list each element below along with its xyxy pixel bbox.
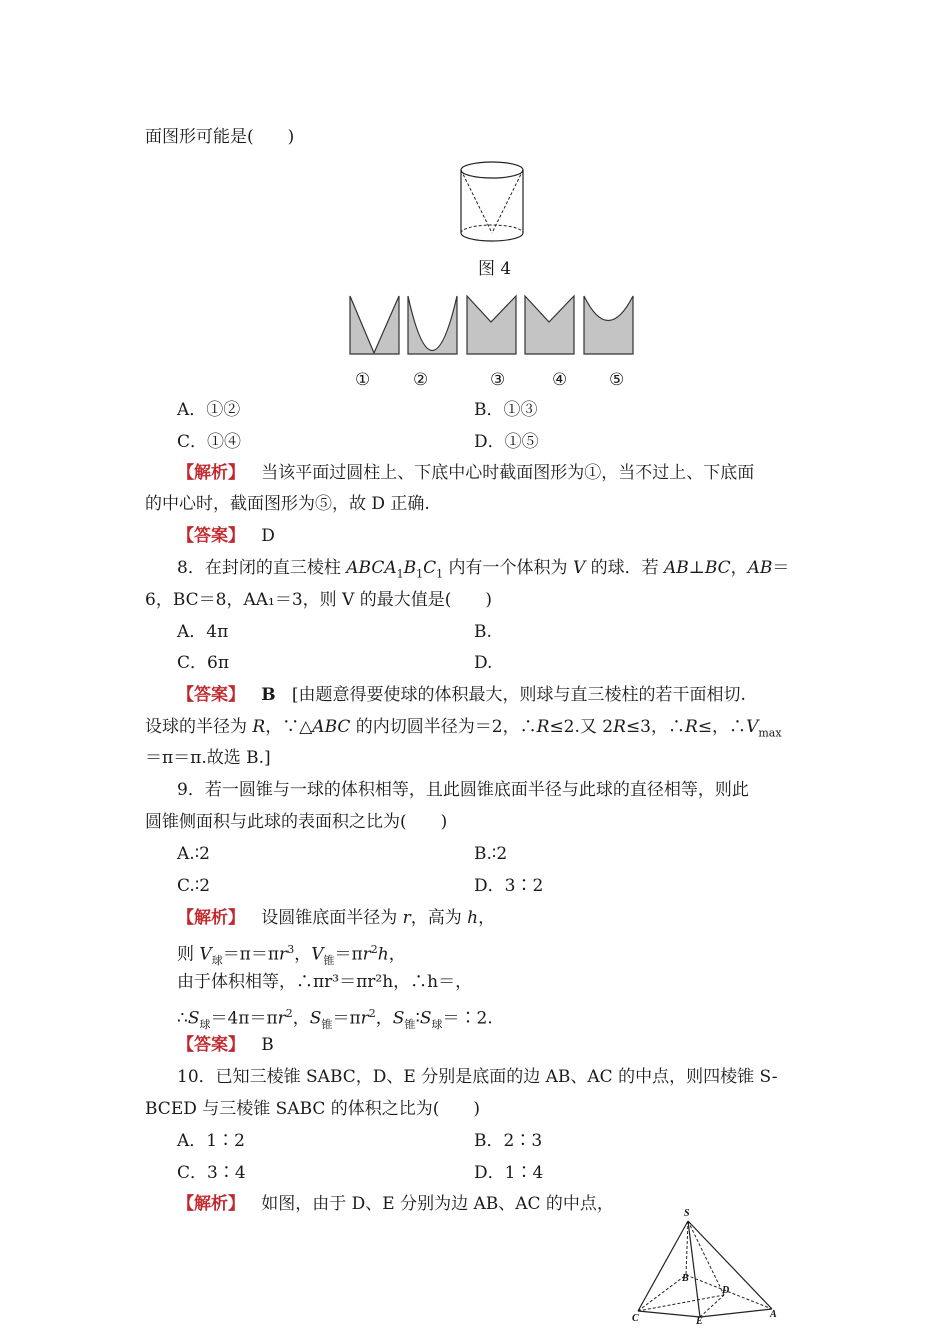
analysis-tag: 【解析】 (177, 908, 245, 928)
q7-answer: 【答案】 D (177, 526, 275, 546)
q9-analysis-line1: 则 $V_球=\pi=\pi r^3$，$V_锥=\pi r^2h$， (177, 943, 406, 968)
cylinder-figure (455, 158, 530, 248)
cross-section-shape-3 (466, 295, 518, 355)
q10-line2: BCED 与三棱锥 SABC 的体积之比为( ) (145, 1099, 481, 1119)
q8-line1: 8．在封闭的直三棱柱 $ABCA_1B_1C_1$ 内有一个体积为 V 的球．若 AB⊥BC，AB＝ (177, 558, 790, 581)
shape-label-1: ① (355, 370, 371, 390)
q9-line1: 9．若一圆锥与一球的体积相等，且此圆锥底面半径与此球的直径相等，则此 (177, 780, 749, 800)
shape-label-3: ③ (490, 370, 506, 390)
analysis-tag: 【解析】 (177, 1194, 245, 1214)
vertex-label-d: D (722, 1285, 730, 1296)
cross-section-shape-2 (407, 295, 459, 355)
q9-option-d: D．3∶2 (474, 876, 544, 896)
analysis-tag: 【解析】 (177, 463, 245, 483)
q10-line1: 10．已知三棱锥 SABC，D、E 分别是底面的边 AB、AC 的中点，则四棱锥 S- (177, 1067, 778, 1087)
cross-section-shape-1 (349, 295, 401, 355)
shape-label-4: ④ (552, 370, 568, 390)
q9-option-c: C.∶2 (177, 876, 211, 896)
q9-analysis-line2: 由于体积相等，∴πr³＝πr²h，∴h＝， (177, 972, 473, 992)
shape-label-2: ② (413, 370, 429, 390)
q7-option-d: D．①⑤ (474, 432, 539, 452)
vertex-label-b: B (682, 1273, 689, 1284)
q10-option-b: B．2∶3 (474, 1131, 543, 1151)
cross-section-shape-4 (524, 295, 576, 355)
answer-tag: 【答案】 (177, 685, 245, 705)
answer-tag: 【答案】 (177, 526, 245, 546)
q10-option-a: A．1∶2 (177, 1131, 245, 1151)
q8-answer: 【答案】 B [由题意得要使球的体积最大，则球与直三棱柱的若干面相切. (177, 685, 746, 705)
q10-option-c: C．3∶4 (177, 1163, 246, 1183)
q8-option-d: D. (474, 653, 493, 673)
vertex-label-a: A (770, 1309, 777, 1320)
q9-analysis: 【解析】 设圆锥底面半径为 r，高为 h， (177, 908, 496, 928)
q8-option-b: B. (474, 622, 492, 642)
q7-option-c: C．①④ (177, 432, 242, 452)
q7-analysis: 【解析】 当该平面过圆柱上、下底中心时截面图形为①，当不过上、下底面 (177, 463, 755, 483)
q8-line2: 6，BC＝8，AA₁＝3，则 V 的最大值是( ) (145, 590, 492, 610)
answer-tag: 【答案】 (177, 1035, 245, 1055)
q9-answer: 【答案】 B (177, 1035, 274, 1055)
shape-label-5: ⑤ (609, 370, 625, 390)
q9-option-a: A.∶2 (177, 844, 210, 864)
vertex-label-e: E (696, 1316, 703, 1327)
q9-line2: 圆锥侧面积与此球的表面积之比为( ) (145, 812, 448, 832)
q8-explain-line2: 设球的半径为 R，∵△ABC 的内切圆半径为＝2，∴R≤2.又 2R≤3，∴R≤，$\therefore V_{max}$ (145, 717, 782, 740)
figure4-caption: 图 4 (478, 259, 512, 279)
q8-option-c: C．6π (177, 653, 230, 673)
pyramid-figure (630, 1205, 790, 1325)
vertex-label-c: C (632, 1313, 639, 1324)
q7-analysis-line2: 的中心时，截面图形为⑤，故 D 正确. (145, 494, 430, 514)
q9-analysis-line3: $\therefore S_球=4\pi=\pi r^2$，$S_锥=\pi r^2$，$S_锥∶S_球=∶2$. (177, 1007, 493, 1032)
q8-explain-line3: ＝π＝π.故选 B.] (145, 748, 271, 768)
q7-option-a: A．①② (177, 400, 241, 420)
q7-option-b: B．①③ (474, 400, 538, 420)
intro-line: 面图形可能是( ) (145, 127, 295, 147)
cross-section-shape-5 (583, 295, 635, 355)
q10-analysis: 【解析】 如图，由于 D、E 分别为边 AB、AC 的中点， (177, 1194, 614, 1214)
vertex-label-s: S (684, 1208, 690, 1219)
q9-option-b: B.∶2 (474, 844, 508, 864)
q8-option-a: A．4π (177, 622, 229, 642)
q10-option-d: D．1∶4 (474, 1163, 544, 1183)
